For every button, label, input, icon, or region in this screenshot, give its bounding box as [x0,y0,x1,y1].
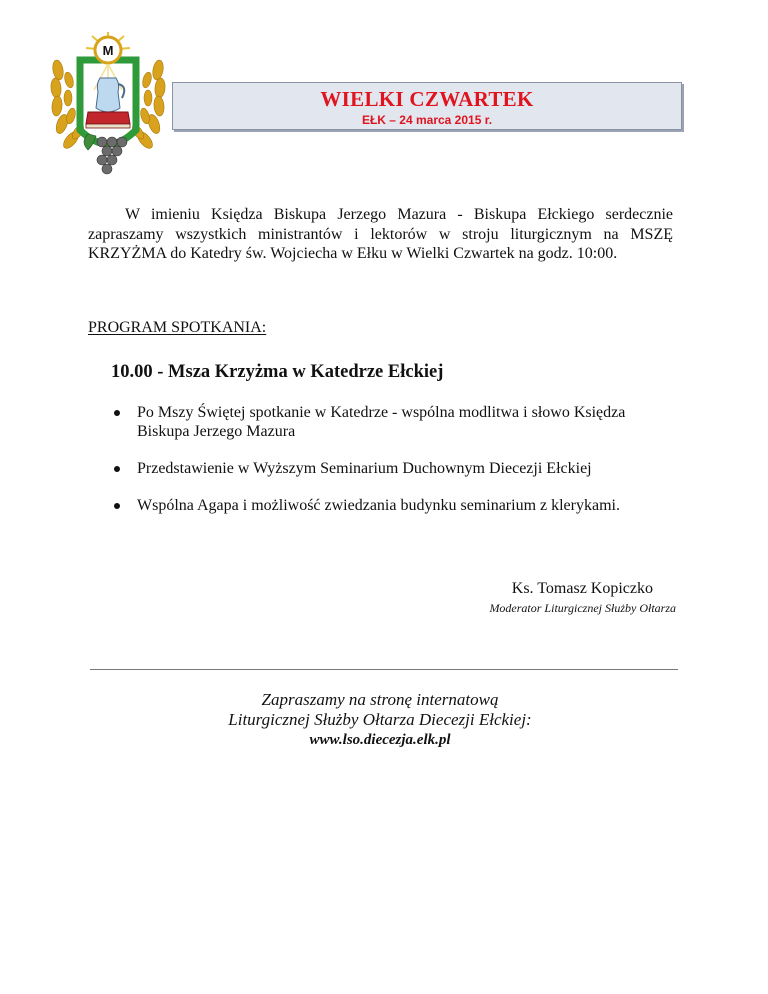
bullet-icon [114,410,120,416]
altar-service-emblem-icon [44,30,172,180]
signature-name: Ks. Tomasz Kopiczko [511,580,653,597]
program-list [110,403,670,533]
logo-letter: M [102,43,114,58]
list-item-text: Przedstawienie w Wyższym Seminarium Duchownym Diecezji Ełckiej [137,460,592,477]
list-item-text: Po Mszy Świętej spotkanie w Katedrze - wspólna modlitwa i słowo Księdza Biskupa Jerzego Mazura [137,404,626,440]
list-item-text: Wspólna Agapa i możliwość zwiedzania budynku seminarium z klerykami. [137,497,620,514]
invite-line: Zapraszamy na stronę internatową [261,690,499,709]
page-title: WIELKI CZWARTEK [320,87,534,111]
bullet-icon [114,466,120,472]
website-invite [150,690,610,750]
intro-paragraph: W imieniu Księdza Biskupa Jerzego Mazura - Biskupa Ełckiego serdecznie zapraszamy wszystkich ministrantów i lektorów w stroju liturgicznym na MSZĘ KRZYŻMA do Katedry św. Wojciecha w Ełku w Wielki Czwartek na godz. 10:00. [88,206,673,262]
divider [90,669,678,670]
main-event: 10.00 - Msza Krzyżma w Katedrze Ełckiej [111,362,444,382]
invite-line: Liturgicznej Służby Ołtarza Diecezji Ełckiej: [228,710,532,729]
website-link[interactable]: www.lso.diecezja.elk.pl [309,732,451,748]
list-item [110,403,670,441]
list-item [110,496,670,515]
signature-role: Moderator Liturgicznej Służby Ołtarza [489,601,676,615]
bullet-icon [114,503,120,509]
header-banner [172,82,682,130]
program-heading: PROGRAM SPOTKANIA: [88,319,267,336]
list-item [110,459,670,478]
event-date: EŁK – 24 marca 2015 r. [361,113,493,127]
